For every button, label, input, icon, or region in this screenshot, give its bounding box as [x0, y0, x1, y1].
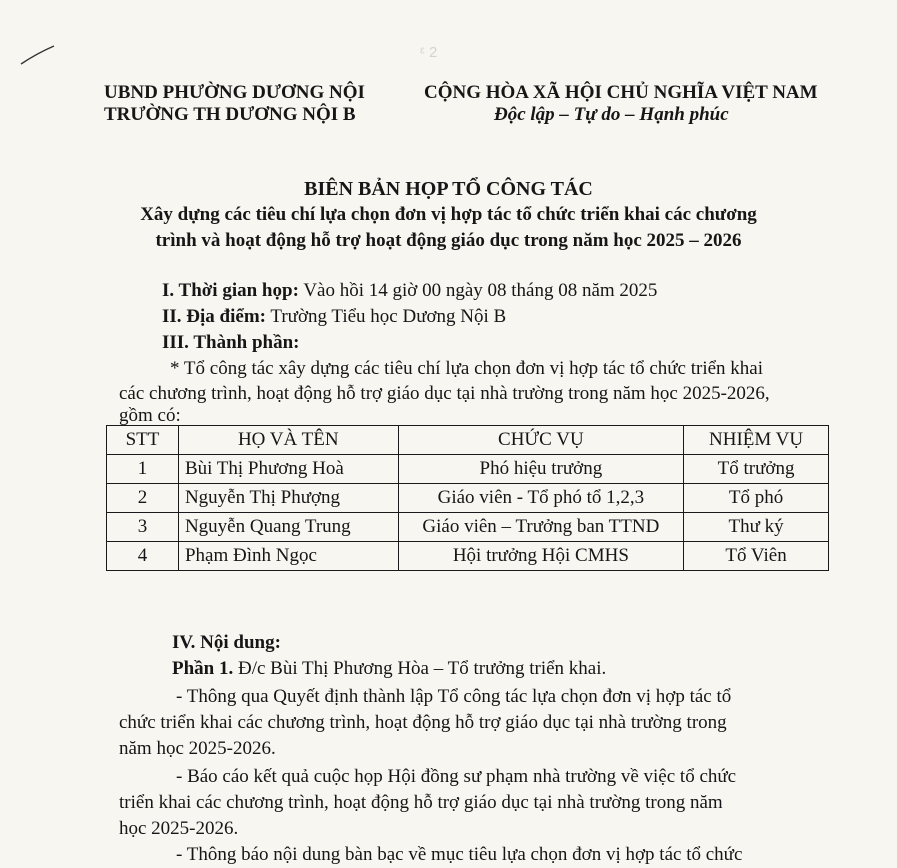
paragraph2-line1: - Báo cáo kết quả cuộc họp Hội đồng sư phạm nhà trường về việc tổ chức: [176, 766, 737, 787]
cell-position: Giáo viên - Tổ phó tổ 1,2,3: [398, 484, 684, 513]
header-name: HỌ VÀ TÊN: [178, 426, 398, 455]
cell-position: Hội trưởng Hội CMHS: [398, 542, 684, 571]
members-intro-line1: * Tổ công tác xây dựng các tiêu chí lựa chọn đơn vị hợp tác tổ chức triển khai: [170, 358, 764, 379]
pen-mark-icon: [18, 40, 58, 70]
table-row: [107, 484, 829, 513]
table-row: [107, 455, 829, 484]
part1-text: Đ/c Bùi Thị Phương Hòa – Tổ trưởng triển khai.: [233, 658, 607, 679]
part1-label: Phần 1.: [172, 658, 234, 679]
table-row: [107, 513, 829, 542]
members-intro-line3: gồm có:: [119, 405, 181, 426]
meeting-place: [162, 304, 506, 330]
cell-duty: Tổ trưởng: [684, 455, 829, 484]
paragraph2-line2: triển khai các chương trình, hoạt động hỗ trợ giáo dục tại nhà trường trong năm: [119, 792, 723, 813]
paragraph1-line2: chức triển khai các chương trình, hoạt động hỗ trợ giáo dục tại nhà trường trong: [119, 712, 727, 733]
table-header-row: [107, 426, 829, 455]
members-intro-line2: các chương trình, hoạt động hỗ trợ giáo dục tại nhà trường trong năm học 2025-2026,: [119, 383, 770, 404]
cell-stt: 4: [107, 542, 179, 571]
members-table: [106, 425, 829, 571]
document-subtitle-line1: Xây dựng các tiêu chí lựa chọn đơn vị hợp tác tổ chức triển khai các chương: [140, 204, 757, 225]
paragraph1-line3: năm học 2025-2026.: [119, 738, 276, 759]
meeting-place-value: Trường Tiểu học Dương Nội B: [265, 306, 507, 327]
members-heading: III. Thành phần:: [162, 332, 300, 353]
cell-position: Giáo viên – Trưởng ban TTND: [398, 513, 684, 542]
cell-name: Nguyễn Thị Phượng: [178, 484, 398, 513]
document-title: BIÊN BẢN HỌP TỔ CÔNG TÁC: [304, 178, 593, 200]
cell-stt: 2: [107, 484, 179, 513]
cell-duty: Tổ phó: [684, 484, 829, 513]
paragraph3-line1: - Thông báo nội dung bàn bạc về mục tiêu lựa chọn đơn vị hợp tác tổ chức: [176, 844, 743, 865]
org-name-line1: UBND PHƯỜNG DƯƠNG NỘI: [104, 82, 365, 103]
cell-duty: Thư ký: [684, 513, 829, 542]
document-subtitle-line2: trình và hoạt động hỗ trợ hoạt động giáo dục trong năm học 2025 – 2026: [155, 230, 742, 251]
cell-name: Phạm Đình Ngọc: [178, 542, 398, 571]
meeting-place-label: II. Địa điểm:: [162, 306, 266, 327]
meeting-time-value: Vào hồi 14 giờ 00 ngày 08 tháng 08 năm 2025: [298, 280, 658, 301]
content-heading: IV. Nội dung:: [172, 632, 281, 653]
org-name-line2: TRƯỜNG TH DƯƠNG NỘI B: [104, 104, 356, 125]
national-title: CỘNG HÒA XÃ HỘI CHỦ NGHĨA VIỆT NAM: [424, 82, 818, 103]
header-duty: NHIỆM VỤ: [684, 426, 829, 455]
header-stt: STT: [107, 426, 179, 455]
bleed-through-artifact: ᵋ 2: [420, 44, 438, 61]
header-position: CHỨC VỤ: [398, 426, 684, 455]
cell-name: Nguyễn Quang Trung: [178, 513, 398, 542]
national-motto: Độc lập – Tự do – Hạnh phúc: [494, 104, 729, 125]
cell-position: Phó hiệu trưởng: [398, 455, 684, 484]
paragraph1-line1: - Thông qua Quyết định thành lập Tổ công tác lựa chọn đơn vị hợp tác tổ: [176, 686, 732, 707]
part1-line: [172, 656, 606, 682]
paragraph2-line3: học 2025-2026.: [119, 818, 239, 839]
meeting-time-label: I. Thời gian họp:: [162, 280, 299, 301]
meeting-time: [162, 278, 657, 304]
cell-stt: 1: [107, 455, 179, 484]
cell-stt: 3: [107, 513, 179, 542]
cell-duty: Tổ Viên: [684, 542, 829, 571]
table-row: [107, 542, 829, 571]
cell-name: Bùi Thị Phương Hoà: [178, 455, 398, 484]
